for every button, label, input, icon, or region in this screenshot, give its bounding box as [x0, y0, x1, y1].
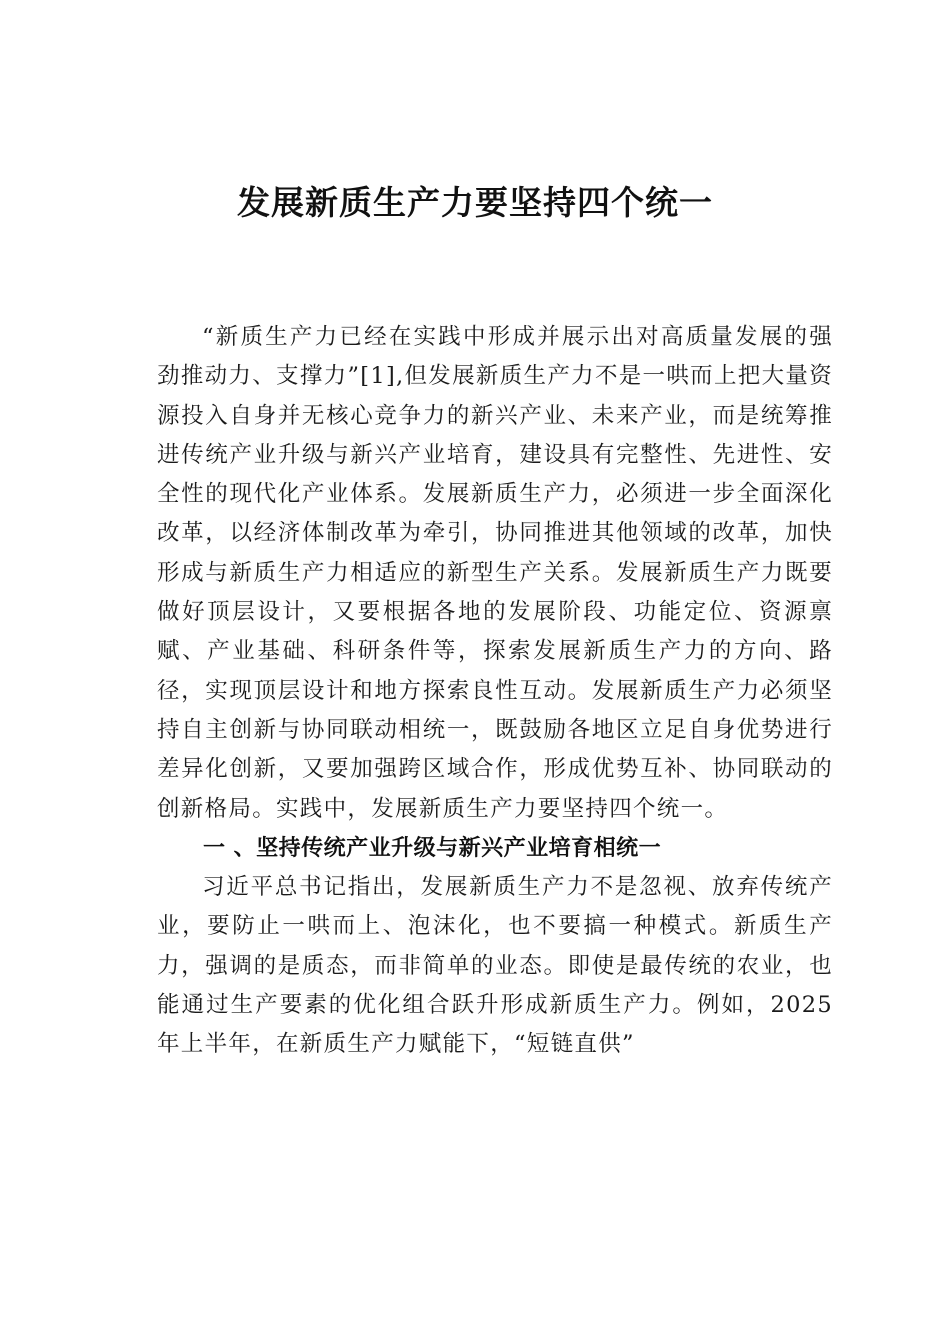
intro-paragraph: “新质生产力已经在实践中形成并展示出对高质量发展的强劲推动力、支撑力”[1],但发展新质生产力不是一哄而上把大量资源投入自身并无核心竞争力的新兴产业、未来产业，而是统筹推进传统产业升级与新兴产业培育，建设具有完整性、先进性、安全性的现代化产业体系。发展新质生产力，必须进一步全面深化改革，以经济体制改革为牵引，协同推进其他领域的改革，加快形成与新质生产力相适应的新型生产关系。发展新质生产力既要做好顶层设计，又要根据各地的发展阶段、功能定位、资源禀赋、产业基础、科研条件等，探索发展新质生产力的方向、路径，实现顶层设计和地方探索良性互动。发展新质生产力必须坚持自主创新与协同联动相统一，既鼓励各地区立足自身优势进行差异化创新，又要加强跨区域合作，形成优势互补、协同联动的创新格局。实践中，发展新质生产力要坚持四个统一。 — [157, 324, 833, 822]
section-paragraph: 习近平总书记指出，发展新质生产力不是忽视、放弃传统产业，要防止一哄而上、泡沫化，也不要搞一种模式。新质生产力，强调的是质态，而非简单的业态。即使是最传统的农业，也能通过生产要素的优化组合跃升形成新质生产力。例如，2025 年上半年，在新质生产力赋能下，“短链直供” — [157, 874, 833, 1058]
section-heading: 一 、坚持传统产业升级与新兴产业培育相统一 — [203, 835, 662, 861]
document-body — [157, 318, 833, 1065]
document-title: 发展新质生产力要坚持四个统一 — [237, 183, 713, 223]
